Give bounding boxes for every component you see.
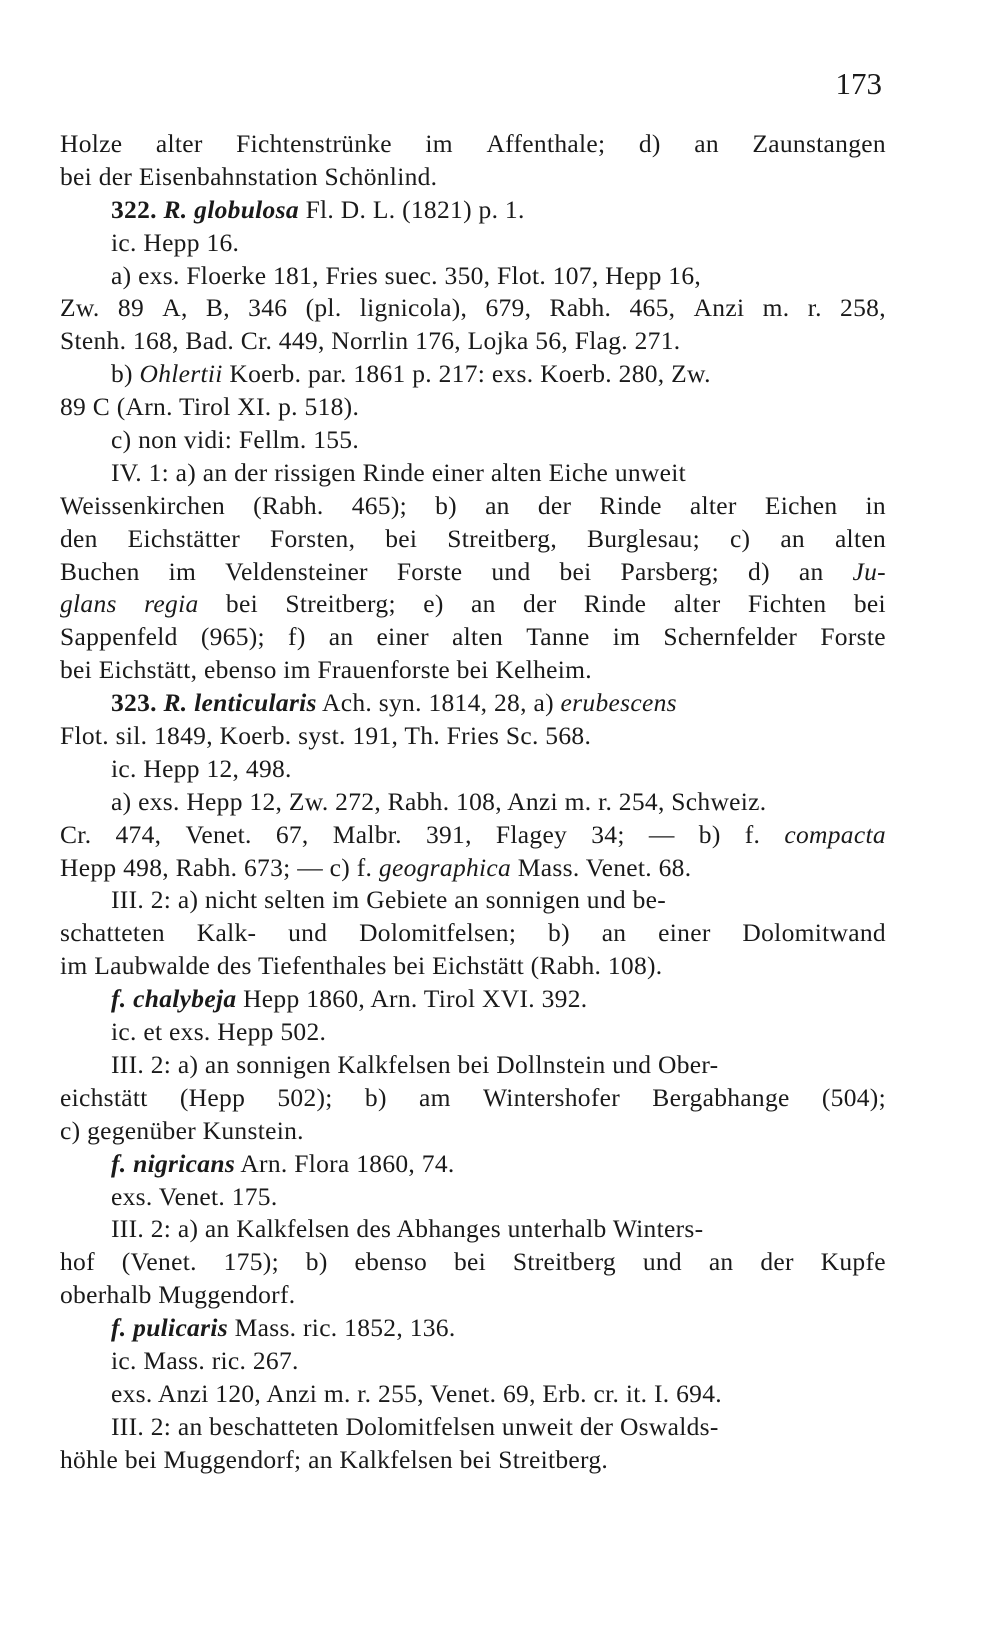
text-line — [60, 161, 886, 194]
text-segment: Ach. syn. 1814, 28, a) — [316, 688, 561, 718]
word: b) — [548, 918, 570, 948]
word: 346 — [248, 293, 288, 323]
text-line — [60, 490, 886, 523]
text-line — [60, 292, 886, 325]
text-segment: R. lenticularis — [163, 688, 317, 718]
word: Eichen — [764, 490, 838, 520]
word: Streitberg; — [285, 589, 396, 619]
text-line — [60, 1378, 886, 1411]
word: in — [865, 490, 886, 520]
word: Rinde — [583, 589, 647, 619]
text-segment: bei der Eisenbahnstation Schönlind. — [60, 161, 438, 191]
word: 679, — [485, 293, 532, 323]
word: Ju- — [852, 556, 886, 586]
word: 258, — [840, 293, 886, 323]
word: im — [425, 129, 453, 158]
word: bei — [453, 1247, 487, 1277]
text-line — [60, 1246, 886, 1279]
text-line — [60, 523, 886, 556]
word: c) — [729, 523, 751, 553]
word: — — [648, 819, 675, 849]
text-line — [60, 227, 886, 260]
text-segment: 89 C (Arn. Tirol XI. p. 518). — [60, 392, 360, 422]
word: Dolomitwand — [742, 918, 886, 948]
text-line — [60, 1345, 886, 1378]
word: und — [491, 556, 531, 586]
word: lignicola), — [359, 293, 468, 323]
text-segment: f. chalybeja — [111, 984, 237, 1014]
word: der — [523, 589, 557, 619]
text-segment: Hepp 1860, Arn. Tirol XVI. 392. — [236, 984, 588, 1014]
word: schatteten — [60, 918, 165, 948]
word: an — [798, 556, 824, 586]
word: alter — [673, 589, 721, 619]
word: 67, — [275, 819, 309, 849]
word: b) — [698, 819, 721, 849]
text-segment: III. 2: a) an sonnigen Kalkfelsen bei Dollnstein und Ober- — [111, 1049, 719, 1079]
text-line — [60, 884, 886, 917]
text-line — [60, 128, 886, 161]
word: glans — [60, 589, 117, 619]
word: Venet. — [185, 819, 252, 849]
word: e) — [423, 589, 444, 619]
text-line — [60, 1279, 886, 1312]
text-segment: 323. — [111, 688, 164, 718]
word: bei — [385, 523, 418, 553]
word: Flagey — [495, 819, 568, 849]
text-line — [60, 194, 886, 227]
text-segment: 322. — [111, 194, 164, 224]
text-line — [60, 260, 886, 293]
word: r. — [807, 293, 822, 323]
text-line — [60, 1312, 886, 1345]
word: Kupfe — [820, 1247, 886, 1277]
text-segment: Mass. ric. 1852, 136. — [227, 1313, 456, 1343]
word: hof — [60, 1247, 95, 1277]
word: Fichten — [747, 589, 827, 619]
text-segment: c) non vidi: Fellm. 155. — [111, 425, 360, 455]
word: alten — [834, 523, 886, 553]
text-line — [60, 1049, 886, 1082]
word: 474, — [115, 819, 162, 849]
word: Holze — [60, 129, 123, 158]
word: Sappenfeld — [60, 622, 178, 652]
word: Fichtenstrünke — [236, 129, 392, 158]
word: 175); — [223, 1247, 279, 1277]
word: Weissenkirchen — [60, 490, 226, 520]
word: Zaunstangen — [752, 129, 886, 158]
text-line — [60, 1016, 886, 1049]
text-line — [60, 1148, 886, 1181]
text-line — [60, 1115, 886, 1148]
word: Forste — [820, 622, 886, 652]
word: compacta — [784, 819, 886, 849]
text-line — [60, 325, 886, 358]
word: (Hepp — [179, 1082, 246, 1112]
text-segment: erubescens — [560, 688, 677, 718]
text-line — [60, 621, 886, 654]
word: im — [612, 622, 641, 652]
word: b) — [435, 490, 457, 520]
word: Parsberg; — [620, 556, 720, 586]
word: Tanne — [526, 622, 590, 652]
word: Kalk- — [196, 918, 257, 948]
word: d) — [638, 129, 661, 158]
text-line — [60, 358, 886, 391]
word: 391, — [425, 819, 472, 849]
text-line — [60, 786, 886, 819]
text-line — [60, 917, 886, 950]
text-segment: Flot. sil. 1849, Koerb. syst. 191, Th. Fries Sc. 568. — [60, 721, 592, 751]
word: Rinde — [599, 490, 662, 520]
text-segment: c) gegenüber Kunstein. — [60, 1115, 304, 1145]
text-block — [60, 128, 886, 1477]
text-segment: Ohlertii — [139, 359, 223, 389]
text-segment: Stenh. 168, Bad. Cr. 449, Norrlin 176, Lojka 56, Flag. 271. — [60, 326, 681, 356]
page-number: 173 — [835, 66, 882, 101]
word: an — [601, 918, 627, 948]
word: an — [694, 129, 719, 158]
word: 502); — [277, 1082, 333, 1112]
text-line — [60, 1082, 886, 1115]
word: ebenso — [354, 1247, 428, 1277]
text-line — [60, 556, 886, 589]
word: Streitberg, — [447, 523, 557, 553]
word: Bergabhange — [652, 1082, 790, 1112]
word: und — [288, 918, 328, 948]
word: B, — [205, 293, 230, 323]
text-segment: geographica — [378, 852, 512, 882]
word: bei — [559, 556, 592, 586]
word: an — [708, 1247, 734, 1277]
text-segment: Mass. Venet. 68. — [511, 852, 692, 882]
word: der — [537, 490, 572, 520]
word: (Rabh. — [253, 490, 324, 520]
text-line — [60, 1444, 886, 1477]
word: 89 — [117, 293, 144, 323]
text-line — [60, 720, 886, 753]
text-line — [60, 424, 886, 457]
word: an — [780, 523, 805, 553]
word: den — [60, 523, 98, 553]
text-line — [60, 391, 886, 424]
word: bei — [853, 589, 886, 619]
word: Veldensteiner — [225, 556, 368, 586]
text-segment: ic. Mass. ric. 267. — [111, 1345, 299, 1375]
text-line — [60, 819, 886, 852]
text-segment: höhle bei Muggendorf; an Kalkfelsen bei Streitberg. — [60, 1444, 609, 1474]
text-line — [60, 1181, 886, 1214]
word: Forste — [396, 556, 463, 586]
word: (504); — [821, 1082, 886, 1112]
text-segment: b) — [111, 359, 140, 389]
text-segment: Fl. D. L. (1821) p. 1. — [298, 194, 525, 224]
word: Rabh. — [549, 293, 612, 323]
word: Burglesau; — [586, 523, 700, 553]
text-segment: III. 2: a) nicht selten im Gebiete an sonnigen und be- — [111, 885, 667, 915]
word: Forsten, — [269, 523, 356, 553]
text-segment: ic. et exs. Hepp 502. — [111, 1017, 327, 1047]
text-line — [60, 1411, 886, 1444]
text-line — [60, 457, 886, 490]
text-line — [60, 983, 886, 1016]
word: Zw. — [60, 293, 100, 323]
text-line — [60, 852, 886, 885]
word: alter — [155, 129, 203, 158]
text-segment: oberhalb Muggendorf. — [60, 1280, 296, 1310]
word: alten — [452, 622, 504, 652]
word: alter — [689, 490, 737, 520]
text-segment: im Laubwalde des Tiefenthales bei Eichstätt (Rabh. 108). — [60, 951, 663, 981]
word: Affenthale; — [486, 129, 606, 158]
word: am — [418, 1082, 451, 1112]
word: b) — [305, 1247, 328, 1277]
text-line — [60, 753, 886, 786]
text-line — [60, 687, 886, 720]
word: einer — [658, 918, 711, 948]
word: (Venet. — [121, 1247, 197, 1277]
word: (965); — [200, 622, 265, 652]
word: Malbr. — [332, 819, 402, 849]
text-segment: ic. Hepp 12, 498. — [111, 753, 292, 783]
text-segment: a) exs. Floerke 181, Fries suec. 350, Flot. 107, Hepp 16, — [111, 260, 702, 290]
text-segment: exs. Venet. 175. — [111, 1181, 278, 1211]
word: einer — [376, 622, 429, 652]
text-segment: Hepp 498, Rabh. 673; — c) f. — [60, 852, 379, 882]
word: Cr. — [60, 819, 92, 849]
text-segment: Koerb. par. 1861 p. 217: exs. Koerb. 280, Zw. — [222, 359, 711, 389]
text-segment: IV. 1: a) an der rissigen Rinde einer alten Eiche unweit — [111, 457, 687, 487]
word: Streitberg — [512, 1247, 616, 1277]
word: an — [471, 589, 496, 619]
text-line — [60, 950, 886, 983]
text-line — [60, 588, 886, 621]
word: im — [168, 556, 197, 586]
text-line — [60, 1213, 886, 1246]
word: f) — [288, 622, 306, 652]
word: f. — [744, 819, 761, 849]
text-segment: bei Eichstätt, ebenso im Frauenforste bei Kelheim. — [60, 655, 592, 685]
text-segment: Arn. Flora 1860, 74. — [235, 1148, 455, 1178]
word: (pl. — [305, 293, 342, 323]
text-segment: III. 2: an beschatteten Dolomitfelsen unweit der Oswalds- — [111, 1411, 719, 1441]
text-line — [60, 654, 886, 687]
word: 465); — [351, 490, 408, 520]
word: Eichstätter — [127, 523, 241, 553]
word: bei — [225, 589, 258, 619]
text-segment: f. nigricans — [111, 1148, 236, 1178]
word: Buchen — [60, 556, 140, 586]
word: regia — [144, 589, 199, 619]
word: der — [760, 1247, 794, 1277]
word: an — [485, 490, 510, 520]
word: Dolomitfelsen; — [359, 918, 517, 948]
text-segment: a) exs. Hepp 12, Zw. 272, Rabh. 108, Anzi m. r. 254, Schweiz. — [111, 786, 767, 816]
word: m. — [762, 293, 790, 323]
text-segment: exs. Anzi 120, Anzi m. r. 255, Venet. 69, Erb. cr. it. I. 694. — [111, 1378, 722, 1408]
text-segment: R. globulosa — [163, 194, 299, 224]
word: A, — [162, 293, 188, 323]
word: b) — [364, 1082, 387, 1112]
word: eichstätt — [60, 1082, 148, 1112]
word: an — [328, 622, 354, 652]
word: d) — [748, 556, 770, 586]
text-segment: f. pulicaris — [111, 1313, 228, 1343]
word: 465, — [629, 293, 676, 323]
word: 34; — [591, 819, 625, 849]
word: und — [642, 1247, 682, 1277]
word: Schernfelder — [663, 622, 798, 652]
text-segment: III. 2: a) an Kalkfelsen des Abhanges unterhalb Winters- — [111, 1214, 704, 1244]
word: Anzi — [693, 293, 745, 323]
word: Wintershofer — [482, 1082, 621, 1112]
text-segment: ic. Hepp 16. — [111, 227, 240, 257]
